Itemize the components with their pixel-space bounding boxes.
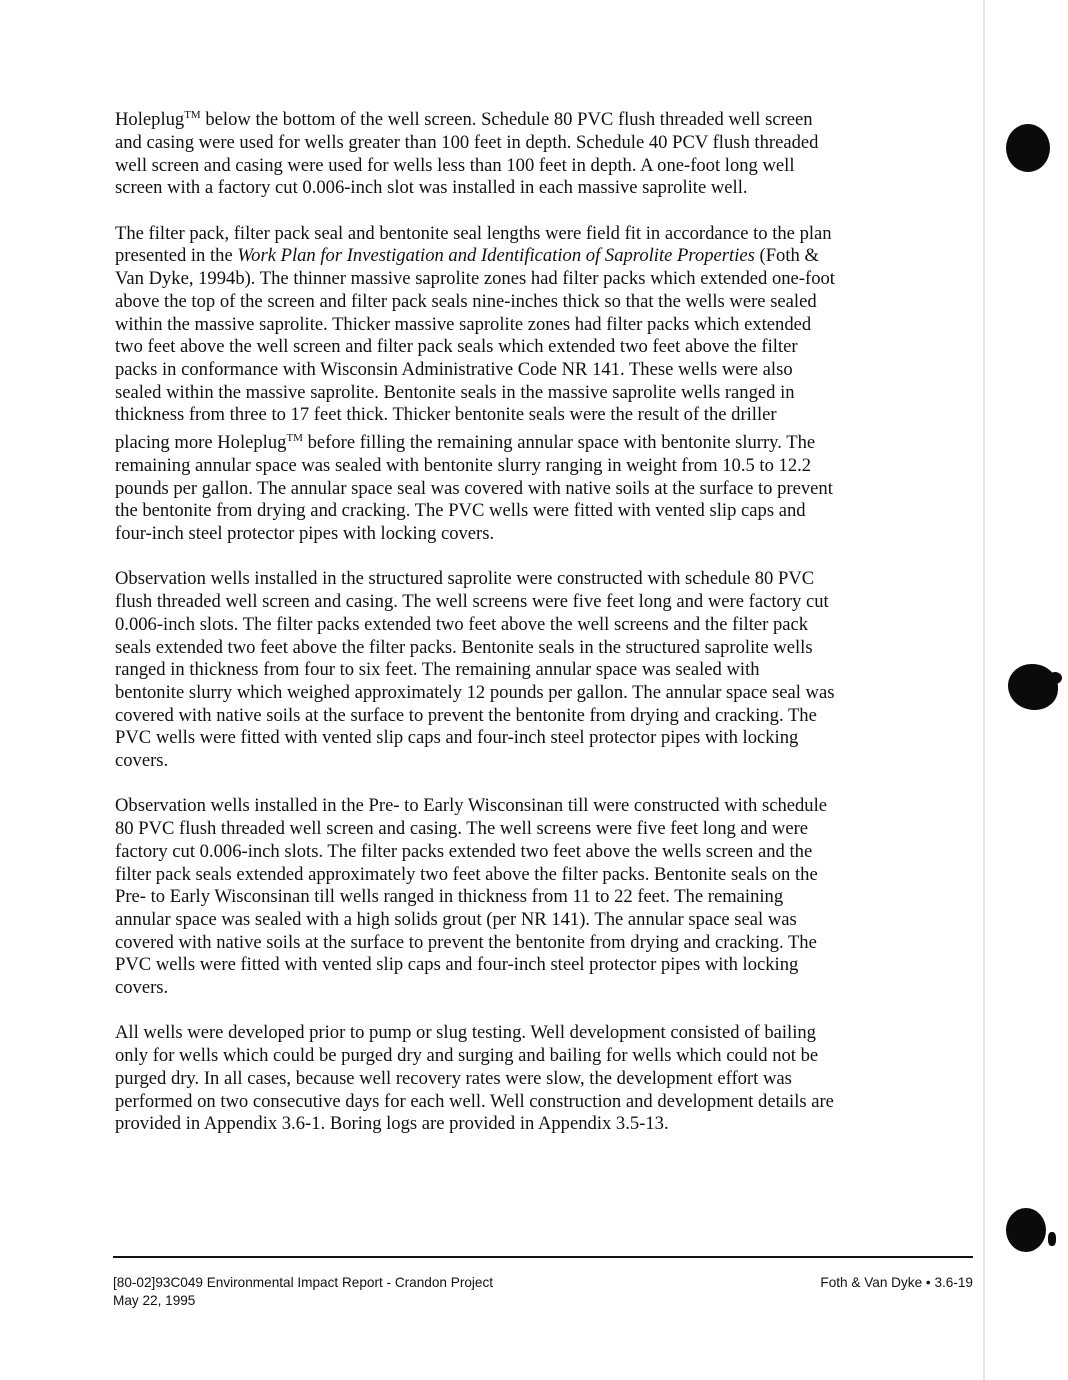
text-line <box>115 359 955 382</box>
text-line <box>115 568 955 591</box>
text-line <box>115 954 955 977</box>
text-line <box>115 132 955 155</box>
text-segment: bentonite slurry which weighed approximately 12 pounds per gallon. The annular space seal was <box>115 681 835 703</box>
text-segment: ranged in thickness from four to six feet. The remaining annular space was sealed with <box>115 659 760 681</box>
text-line <box>115 291 955 314</box>
punch-hole-middle-notch <box>1048 672 1062 684</box>
text-segment: covered with native soils at the surface to prevent the bentonite from drying and cracking. The <box>115 704 817 726</box>
text-line <box>115 886 955 909</box>
text-line <box>115 795 955 818</box>
footer-right <box>820 1274 973 1292</box>
text-segment: Observation wells installed in the Pre- to Early Wisconsinan till were constructed with schedule <box>115 795 828 817</box>
text-segment: within the massive saprolite. Thicker massive saprolite zones had filter packs which extended <box>115 313 812 335</box>
trademark-superscript: TM <box>286 432 303 445</box>
text-segment: remaining annular space was sealed with bentonite slurry ranging in weight from 10.5 to 12.2 <box>115 454 812 476</box>
text-segment: placing more Holeplug <box>115 432 287 454</box>
text-segment: covered with native soils at the surface to prevent the bentonite from drying and cracking. The <box>115 931 817 953</box>
text-segment: presented in the <box>115 245 238 267</box>
text-line <box>115 223 955 246</box>
text-line <box>115 864 955 887</box>
footer-rule <box>113 1256 973 1258</box>
text-segment: purged dry. In all cases, because well recovery rates were slow, the development effort was <box>115 1067 792 1089</box>
footer-date: May 22, 1995 <box>113 1293 196 1308</box>
trademark-superscript: TM <box>184 109 201 121</box>
text-segment: thickness from three to 17 feet thick. Thicker bentonite seals were the result of the driller <box>115 404 777 426</box>
text-segment: factory cut 0.006-inch slots. The filter packs extended two feet above the wells screen and the <box>115 840 813 862</box>
text-segment: only for wells which could be purged dry and surging and bailing for wells which could not be <box>115 1045 819 1067</box>
text-segment: screen with a factory cut 0.006-inch slot was installed in each massive saprolite well. <box>115 177 748 199</box>
text-line <box>115 104 955 132</box>
text-line <box>115 336 955 359</box>
text-line <box>115 427 955 455</box>
text-segment: well screen and casing were used for wells less than 100 feet in depth. A one-foot long well <box>115 154 795 176</box>
text-segment: Pre- to Early Wisconsinan till wells ranged in thickness from 11 to 22 feet. The remaining <box>115 886 784 908</box>
paragraph <box>115 1022 955 1136</box>
footer-left <box>113 1274 493 1310</box>
text-line <box>115 268 955 291</box>
text-segment: two feet above the well screen and filter pack seals which extended two feet above the filter <box>115 336 798 358</box>
text-segment: pounds per gallon. The annular space seal was covered with native soils at the surface to prevent <box>115 477 833 499</box>
text-line <box>115 750 955 773</box>
text-line <box>115 659 955 682</box>
paragraph <box>115 568 955 772</box>
text-segment: provided in Appendix 3.6-1. Boring logs are provided in Appendix 3.5-13. <box>115 1113 669 1135</box>
text-line <box>115 523 955 546</box>
text-line <box>115 909 955 932</box>
text-line <box>115 818 955 841</box>
text-line <box>115 1113 955 1136</box>
text-line <box>115 614 955 637</box>
text-segment: Holeplug <box>115 109 185 131</box>
text-line <box>115 455 955 478</box>
text-segment: annular space was sealed with a high solids grout (per NR 141). The annular space seal was <box>115 908 797 930</box>
text-line <box>115 682 955 705</box>
text-line <box>115 1045 955 1068</box>
text-segment: The filter pack, filter pack seal and bentonite seal lengths were field fit in accordance to the plan <box>115 222 832 244</box>
text-segment: and casing were used for wells greater than 100 feet in depth. Schedule 40 PCV flush threaded <box>115 131 819 153</box>
punch-hole-top <box>1006 124 1050 172</box>
text-line <box>115 314 955 337</box>
text-line <box>115 932 955 955</box>
text-segment: Observation wells installed in the structured saprolite were constructed with schedule 80 PVC <box>115 568 815 590</box>
text-line <box>115 591 955 614</box>
document-title-citation: Work Plan for Investigation and Identification of Saprolite Properties <box>237 245 755 267</box>
text-segment: covers. <box>115 977 169 999</box>
text-line <box>115 382 955 405</box>
text-segment: below the bottom of the well screen. Schedule 80 PVC flush threaded well screen <box>200 109 813 131</box>
text-line <box>115 1022 955 1045</box>
text-line <box>115 841 955 864</box>
text-line <box>115 977 955 1000</box>
text-segment: packs in conformance with Wisconsin Administrative Code NR 141. These wells were also <box>115 358 793 380</box>
footer-page-ref: Foth & Van Dyke • 3.6-19 <box>820 1275 973 1290</box>
text-line <box>115 727 955 750</box>
text-segment: the bentonite from drying and cracking. The PVC wells were fitted with vented slip caps and <box>115 500 806 522</box>
text-segment: covers. <box>115 750 169 772</box>
punch-hole-bottom <box>1006 1208 1046 1252</box>
text-segment: four-inch steel protector pipes with locking covers. <box>115 523 495 545</box>
text-segment: performed on two consecutive days for each well. Well construction and development details are <box>115 1090 834 1112</box>
text-line <box>115 478 955 501</box>
text-segment: filter pack seals extended approximately two feet above the filter packs. Bentonite seals on the <box>115 863 818 885</box>
text-line <box>115 1091 955 1114</box>
text-segment: PVC wells were fitted with vented slip caps and four-inch steel protector pipes with locking <box>115 954 799 976</box>
text-segment: PVC wells were fitted with vented slip caps and four-inch steel protector pipes with locking <box>115 727 799 749</box>
text-line <box>115 500 955 523</box>
text-segment: 80 PVC flush threaded well screen and casing. The well screens were five feet long and were <box>115 818 809 840</box>
page-edge-line <box>983 0 985 1380</box>
text-line <box>115 1068 955 1091</box>
text-segment: Van Dyke, 1994b). The thinner massive saprolite zones had filter packs which extended one-foot <box>115 268 835 290</box>
paragraph <box>115 104 955 200</box>
text-segment: flush threaded well screen and casing. The well screens were five feet long and were factory cut <box>115 591 829 613</box>
text-segment: above the top of the screen and filter pack seals nine-inches thick so that the wells were sealed <box>115 290 817 312</box>
paragraph <box>115 223 955 546</box>
text-segment: (Foth & <box>754 245 819 267</box>
paragraph <box>115 795 955 999</box>
punch-hole-bottom-notch <box>1048 1232 1056 1246</box>
text-segment: before filling the remaining annular space with bentonite slurry. The <box>302 432 816 454</box>
footer-doc-id: [80-02]93C049 Environmental Impact Report - Crandon Project <box>113 1275 494 1290</box>
text-line <box>115 705 955 728</box>
text-line <box>115 155 955 178</box>
text-line <box>115 404 955 427</box>
text-segment: 0.006-inch slots. The filter packs extended two feet above the well screens and the filter pack <box>115 613 809 635</box>
text-segment: seals extended two feet above the filter packs. Bentonite seals in the structured saprolite wells <box>115 636 813 658</box>
text-segment: sealed within the massive saprolite. Bentonite seals in the massive saprolite wells ranged in <box>115 381 795 403</box>
text-segment: All wells were developed prior to pump or slug testing. Well development consisted of bailing <box>115 1022 816 1044</box>
text-line <box>115 637 955 660</box>
text-line <box>115 177 955 200</box>
report-body <box>115 104 955 1159</box>
text-line <box>115 245 955 268</box>
punch-hole-middle <box>1008 664 1058 710</box>
